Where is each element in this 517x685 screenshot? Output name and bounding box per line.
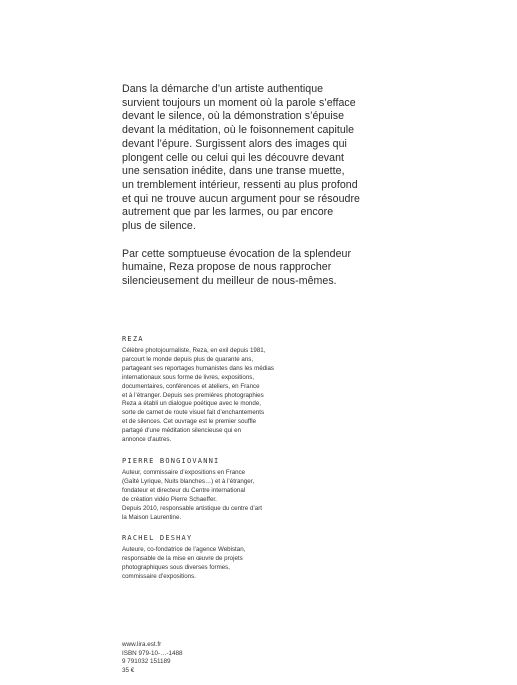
isbn-text: ISBN 979-10-…-1488	[122, 649, 183, 657]
bio-name: PIERRE BONGIOVANNI	[122, 456, 220, 465]
barcode-number: 9 791032 151189	[122, 658, 171, 666]
bio-name: RACHEL DESHAY	[122, 534, 193, 543]
publisher-footer	[122, 641, 242, 675]
bio-name: REZA	[122, 335, 144, 343]
main-paragraph-1: Dans la démarche d’un artiste authentique survient toujours un moment où la parole s’efface devant le silence, où la démonstration s’épuise devant la méditation, où le foisonnement capitule devant l’épure. Surgissent alors des images qui plongent celle ou celui qui les découvre devant une sensation inédite, dans une transe muette, un tremblement intérieur, ressenti au plus profond et qui ne trouve aucun argument pour se résoudre autrement que par les larmes, ou par encore plus de silence.	[122, 83, 360, 233]
bio-reza	[122, 335, 312, 445]
bio-pierre-bongiovanni	[122, 457, 312, 522]
main-text-block	[122, 83, 380, 289]
bio-text: Auteur, commissaire d’expositions en France (Gaîté Lyrique, Nuits blanches…) et à l’étranger, fondateur et directeur du Centre international de création vidéo Pierre Schaeffer. Depuis 2010, responsable artistique du centre d’art la Maison Laurentine.	[122, 468, 262, 521]
bio-rachel-deshay	[122, 534, 312, 582]
bio-text: Célèbre photojournaliste, Reza, en exil depuis 1981, parcourt le monde depuis plus de quarante ans, partageant ses reportages humanistes dans les médias internationaux sous forme de livres, expositions, documentaires, conférences et ateliers, en France et à l’étranger. Depuis ses premières photographies Reza a établi un dialogue poétique avec le monde, sorte de carnet de route visuel fait d’enchantements et de silences. Cet ouvrage est le premier souffle partagé d’une méditation silencieuse qui en annonce d’autres.	[122, 347, 275, 444]
main-paragraph-2: Par cette somptueuse évocation de la splendeur humaine, Reza propose de nous rapprocher silencieusement du meilleur de nous-mêmes.	[122, 247, 352, 288]
website-link[interactable]: www.lira.est.fr	[122, 641, 162, 648]
price-text: 35 €	[122, 666, 135, 674]
bio-text: Auteure, co-fondatrice de l’agence Webistan, responsable de la mise en œuvre de projets photographiques sous diverses formes, commissaire d’expositions.	[122, 546, 246, 581]
author-bios	[122, 335, 312, 594]
